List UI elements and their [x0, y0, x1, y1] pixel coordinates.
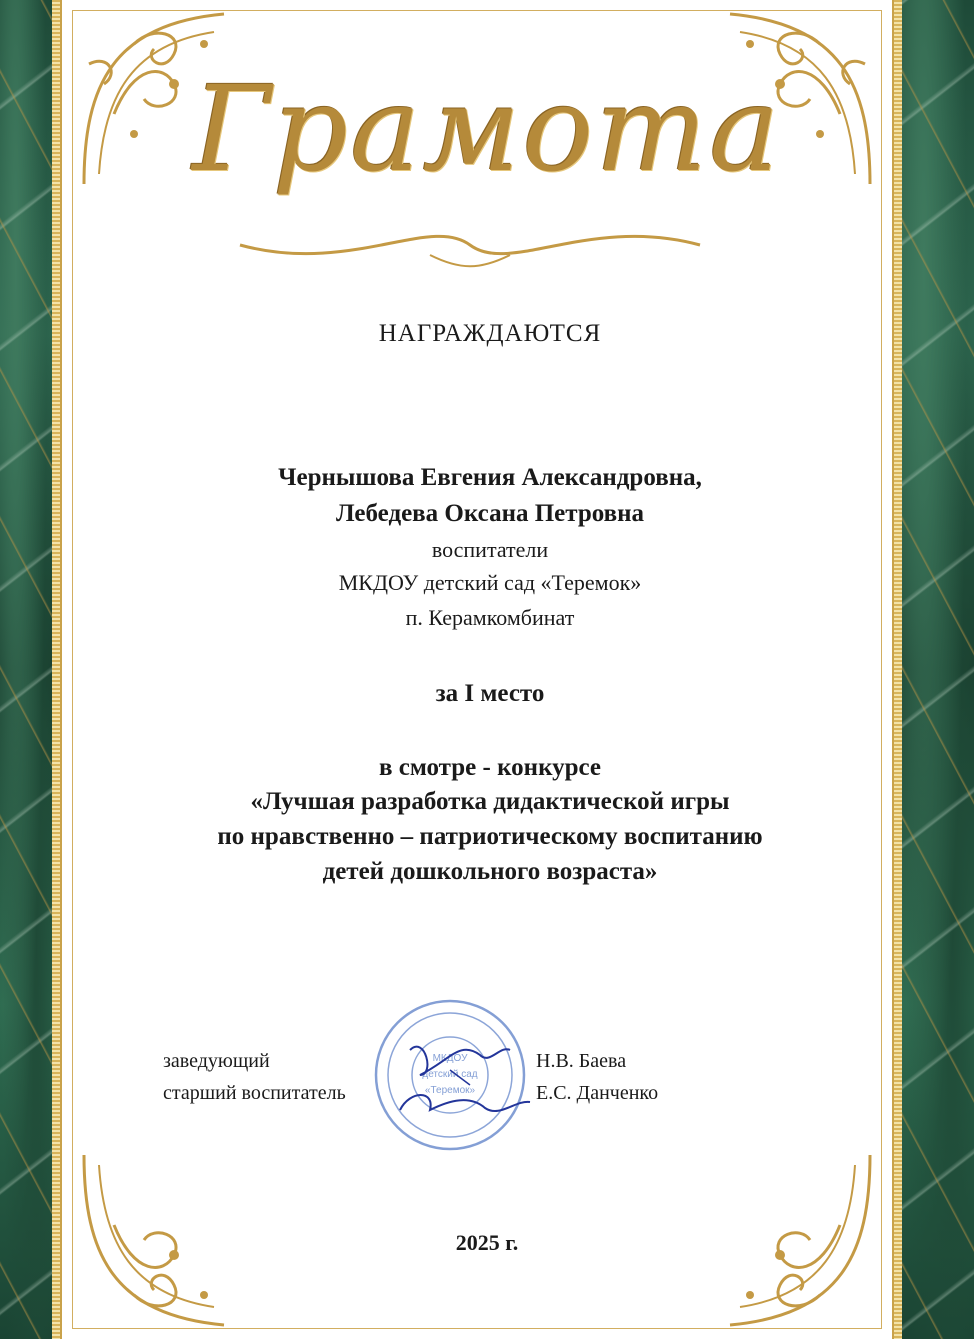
title-flourish-icon	[230, 215, 710, 275]
organization: МКДОУ детский сад «Теремок»	[338, 570, 642, 595]
signatory-name: Н.В. Баева	[536, 1050, 627, 1072]
recipient-position: воспитатели	[431, 537, 549, 562]
right-marble-border	[902, 0, 974, 1339]
awarded-label: НАГРАЖДАЮТСЯ	[378, 320, 602, 347]
contest-line: в смотре - конкурсе	[378, 754, 602, 781]
signatory-role: заведующий	[163, 1050, 270, 1072]
contest-line: «Лучшая разработка дидактической игры	[250, 788, 730, 815]
contest-line: по нравственно – патриотическому воспитанию	[217, 823, 763, 850]
stamp-text: «Теремок»	[424, 1085, 476, 1096]
certificate-year: 2025 г.	[455, 1230, 519, 1255]
award-place: за I место	[435, 680, 545, 707]
signature-icon	[390, 1030, 540, 1130]
signatory-role: старший воспитатель	[163, 1082, 346, 1104]
contest-line: детей дошкольного возраста»	[322, 858, 658, 885]
right-gold-stripe	[894, 0, 902, 1339]
stamp-text: детский сад	[422, 1069, 478, 1080]
recipient-name: Чернышова Евгения Александровна,	[278, 464, 702, 491]
stamp-text: МКДОУ	[432, 1053, 468, 1064]
signatory-name: Е.С. Данченко	[536, 1082, 659, 1104]
recipient-name: Лебедева Оксана Петровна	[335, 500, 645, 527]
left-gold-stripe	[52, 0, 60, 1339]
settlement: п. Керамкомбинат	[405, 605, 575, 630]
left-marble-border	[0, 0, 52, 1339]
certificate-title: Грамота	[192, 60, 782, 198]
